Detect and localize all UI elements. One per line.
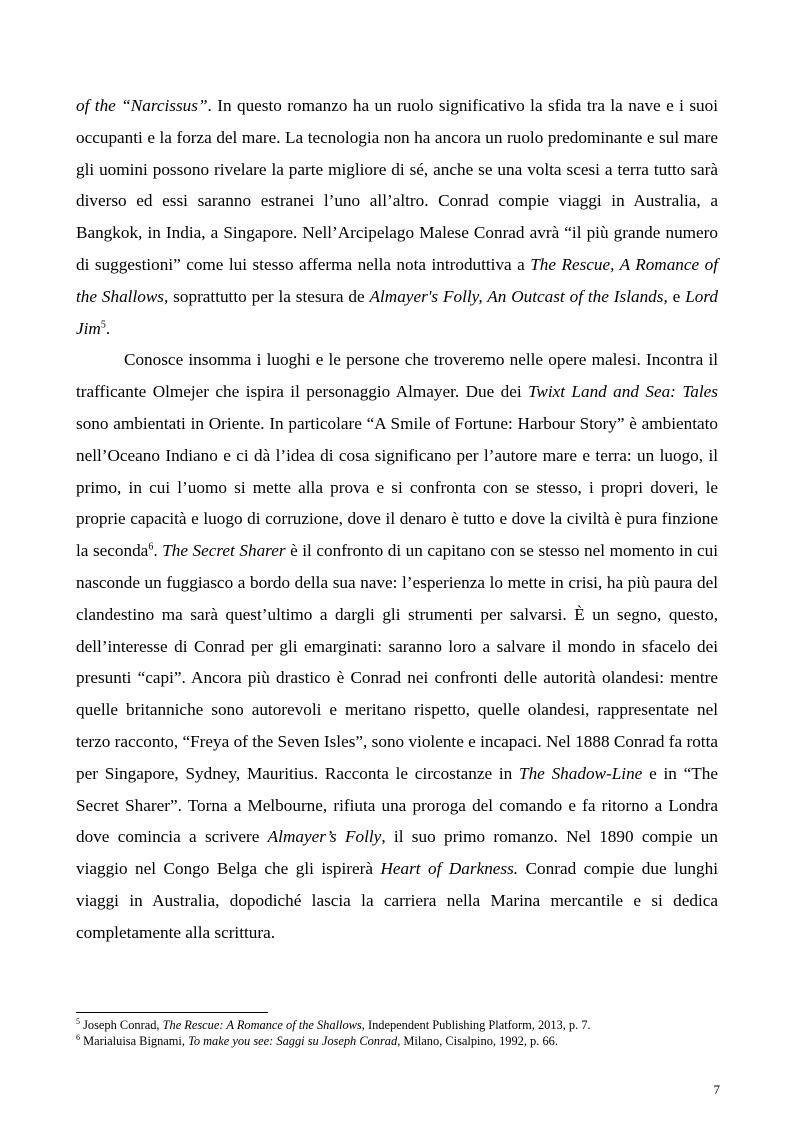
italic-title: of the “Narcissus” xyxy=(76,96,208,115)
footnote-title: The Rescue: A Romance of the Shallows xyxy=(162,1018,362,1032)
footnote-reference[interactable]: 5 xyxy=(100,318,106,330)
text-run: . In questo romanzo ha un ruolo significativo la sfida tra la nave e i suoi occupanti e la forza del mare. La tecnologia non ha ancora un ruolo predominante e sul mare gli uomini possono rivelare la parte migliore di sé, anche se una volta scesi a terra tutto sarà diverso ed essi saranno estranei l’uno all’altro. Conrad compie viaggi in Australia, a Bangkok, in India, a Singapore. Nell’Arcipelago Malese Conrad avrà “il più grande numero di suggestioni” come lui stesso afferma nella nota introduttiva a xyxy=(76,96,719,274)
text-run: soprattutto per la stesura de xyxy=(168,286,370,306)
italic-title: Almayer’s Folly xyxy=(267,827,382,847)
text-run: e in “The Secret Sharer”. Torna a Melbourne, rifiuta una proroga del comando e fa ritorno a Londra dove comincia a scrivere xyxy=(76,763,718,847)
italic-title: Twixt Land and Sea: Tales xyxy=(528,382,718,402)
text-run: e xyxy=(667,286,686,306)
text-run: è il confronto di un capitano con se stesso nel momento in cui nasconde un fuggiasco a bordo della sua nave: l’esperienza lo mette in crisi, ha più paura del clandestino ma sarà quest’ultimo a dargli gli strumenti per salvarsi. È un segno, questo, dell’interesse di Conrad per gli emarginati: saranno loro a salvare il mondo in sfacelo dei presunti “capi”. Ancora più drastico è Conrad nei confronti delle autorità olandesi: mentre quelle britanniche sono autorevoli e meritano rispetto, quelle olandesi, rappresentate nel terzo racconto, “Freya of the Seven Isles”, sono violente e incapaci. Nel 1888 Conrad fa rotta per Singapore, Sydney, Mauritius. Racconta le circostanze in xyxy=(76,541,719,783)
italic-title: Heart of Darkness. xyxy=(380,859,519,879)
paragraph xyxy=(76,90,718,344)
footnote-reference[interactable]: 6 xyxy=(148,541,154,553)
text-run: Conrad compie due lunghi viaggi in Australia, dopodiché lascia la carriera nella Marina mercantile e si dedica completamente alla scrittura. xyxy=(76,859,718,942)
footnote-text: , Independent Publishing Platform, 2013, p. 7. xyxy=(361,1018,591,1032)
footnote-text: Joseph Conrad, xyxy=(80,1018,163,1032)
paragraph xyxy=(76,344,718,948)
italic-title: Lord Jim xyxy=(76,286,718,338)
text-run: , il suo primo romanzo. Nel 1890 compie un viaggio nel Congo Belga che gli ispirerà xyxy=(76,827,718,879)
footnote xyxy=(76,1033,718,1049)
footnote-separator xyxy=(76,1012,268,1013)
text-run: . xyxy=(105,318,111,338)
footnotes xyxy=(76,1017,718,1049)
italic-title: Almayer's Folly, An Outcast of the Islands, xyxy=(369,286,668,306)
footnote-number: 5 xyxy=(76,1016,80,1026)
footnote-text: Marialuisa Bignami, xyxy=(80,1034,189,1048)
page-number: 7 xyxy=(713,1082,720,1097)
footnote-title: To make you see: Saggi su Joseph Conrad xyxy=(188,1034,398,1048)
footnote-number: 6 xyxy=(76,1032,80,1042)
text-run: Conosce insomma i luoghi e le persone che troveremo nelle opere malesi. Incontra il trafficante Olmejer che ispira il personaggio Almayer. Due dei xyxy=(76,350,718,402)
text-run: . xyxy=(153,541,163,561)
italic-title: The Rescue, A Romance of the Shallows, xyxy=(76,254,718,306)
body-text xyxy=(76,90,718,949)
italic-title: The Shadow-Line xyxy=(519,763,643,783)
italic-title: The Secret Sharer xyxy=(162,541,286,561)
text-run: sono ambientati in Oriente. In particolare “A Smile of Fortune: Harbour Story” è ambientato nell’Oceano Indiano e ci dà l’idea di cosa significano per l’autore mare e terra: un luogo, il primo, in cui l’uomo si mette alla prova e si confronta con se stesso, i propri doveri, le proprie capacità e luogo di corruzione, dove il denaro è tutto e dove la civiltà è pura finzione la seconda xyxy=(76,413,718,561)
footnote xyxy=(76,1017,718,1033)
footnote-text: , Milano, Cisalpino, 1992, p. 66. xyxy=(397,1034,558,1048)
